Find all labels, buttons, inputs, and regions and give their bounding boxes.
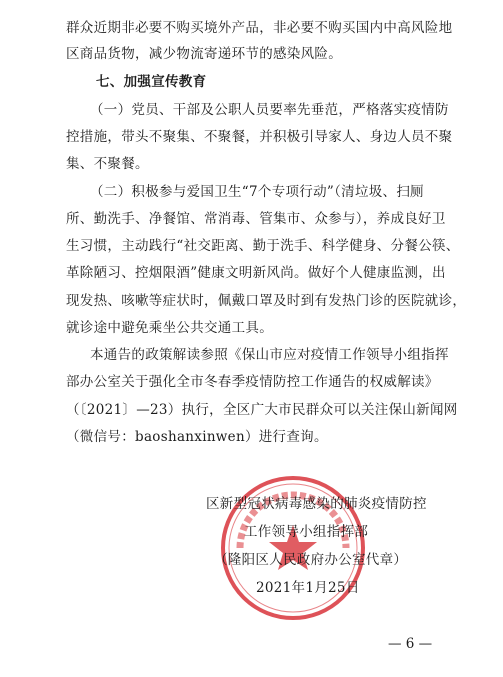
body-line: 控措施，带头不聚集、不聚餐，并积极引导家人、身边人员不聚 [66,129,453,145]
body-line: 本通告的政策解读参照《保山市应对疫情工作领导小组指挥 [90,347,449,363]
body-line: 区商品货物，减少物流寄递环节的感染风险。 [66,46,342,62]
body-line: （〔2021〕—23）执行，全区广大市民群众可以关注保山新闻网 [66,402,458,418]
body-line: （二）积极参与爱国卫生“7个专项行动”（清垃圾、扫厕 [90,184,424,200]
body-line: 生习惯，主动践行“社交距离、勤于洗手、科学健身、分餐公筷、 [66,238,460,254]
body-line: 部办公室关于强化全市冬春季疫情防控工作通告的权威解读》 [66,374,439,390]
body-line: （微信号：baoshanxinwen）进行查询。 [66,429,328,445]
body-line: 所、勤洗手、净餐馆、常消毒、管集市、众参与），养成良好卫 [66,211,446,227]
signature-date: 2021年1月25日 [256,580,360,596]
body-line: 现发热、咳嗽等症状时，佩戴口罩及时到有发热门诊的医院就诊， [66,293,467,309]
body-line: 集、不聚餐。 [66,156,149,172]
page-number: — 6 — [388,636,433,652]
section-heading: 七、加强宣传教育 [96,74,207,90]
signature-office-line: （隆阳区人民政府办公室代章） [214,552,408,568]
body-line: 群众近期非必要不购买境外产品，非必要不购买国内中高风险地 [66,20,453,36]
body-line: （一）党员、干部及公职人员要率先垂范，严格落实疫情防 [90,102,449,118]
body-line: 革除陋习、控烟限酒”健康文明新风尚。做好个人健康监测，出 [66,265,446,281]
signature-org-line: 工作领导小组指挥部 [244,524,369,540]
signature-org-line: 区新型冠状病毒感染的肺炎疫情防控 [206,496,427,512]
body-line: 就诊途中避免乘坐公共交通工具。 [66,320,273,336]
